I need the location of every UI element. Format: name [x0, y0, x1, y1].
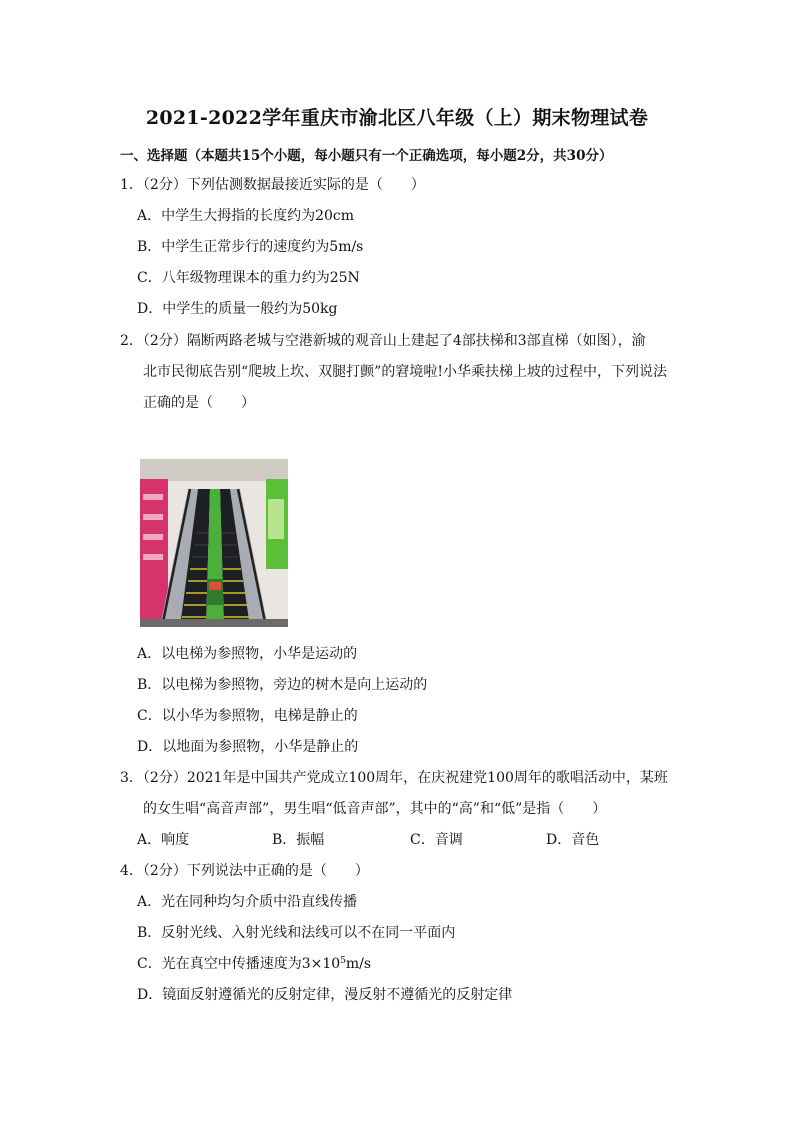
- question-1-stem: 1．（2分）下列估测数据最接近实际的是（ ）: [120, 177, 425, 193]
- question-4-option-c-unit: m/s: [345, 956, 372, 972]
- question-4-option-c-text: C．光在真空中传播速度为3×10: [137, 956, 341, 972]
- question-2-option-c: C．以小华为参照物，电梯是静止的: [137, 708, 358, 724]
- question-2-stem-line-2: 北市民彻底告别“爬坡上坎、双腿打颤”的窘境啦!小华乘扶梯上坡的过程中，下列说法: [143, 364, 667, 380]
- question-2-stem-line-1: 2．（2分）隔断两路老城与空港新城的观音山上建起了4部扶梯和3部直梯（如图），渝: [120, 333, 646, 349]
- question-1-option-a: A．中学生大拇指的长度约为20cm: [137, 208, 355, 224]
- question-1-option-d: D．中学生的质量一般约为50kg: [137, 301, 338, 317]
- question-2-option-b: B．以电梯为参照物，旁边的树木是向上运动的: [137, 677, 428, 693]
- question-4-option-c: [137, 954, 371, 974]
- escalator-photo: [140, 459, 288, 627]
- section-heading: 一、选择题（本题共15个小题，每小题只有一个正确选项，每小题2分，共30分）: [120, 148, 613, 164]
- question-3-option-a: A．响度: [137, 832, 190, 848]
- question-2-option-d: D．以地面为参照物，小华是静止的: [137, 739, 359, 755]
- question-4-option-b: B．反射光线、入射光线和法线可以不在同一平面内: [137, 925, 456, 941]
- question-2-stem-line-3: 正确的是（ ）: [143, 395, 255, 411]
- page-title: 2021-2022学年重庆市渝北区八年级（上）期末物理试卷: [145, 107, 649, 129]
- question-3-stem-line-2: 的女生唱“高音声部”，男生唱“低音声部”，其中的“高”和“低”是指（ ）: [143, 801, 607, 817]
- question-4-option-c-exponent: 5: [340, 956, 346, 966]
- question-3-option-b: B．振幅: [272, 832, 325, 848]
- question-4-option-d: D．镜面反射遵循光的反射定律，漫反射不遵循光的反射定律: [137, 987, 513, 1003]
- question-2-option-a: A．以电梯为参照物，小华是运动的: [137, 646, 358, 662]
- question-1-option-b: B．中学生正常步行的速度约为5m/s: [137, 239, 364, 255]
- question-4-stem: 4．（2分）下列说法中正确的是（ ）: [120, 863, 369, 879]
- question-3-option-c: C．音调: [410, 832, 463, 848]
- question-3-stem-line-1: 3．（2分）2021年是中国共产党成立100周年，在庆祝建党100周年的歌唱活动中，某班: [120, 770, 668, 786]
- question-1-option-c: C．八年级物理课本的重力约为25N: [137, 270, 360, 286]
- question-4-option-a: A．光在同种均匀介质中沿直线传播: [137, 894, 358, 910]
- question-3-option-d: D．音色: [546, 832, 600, 848]
